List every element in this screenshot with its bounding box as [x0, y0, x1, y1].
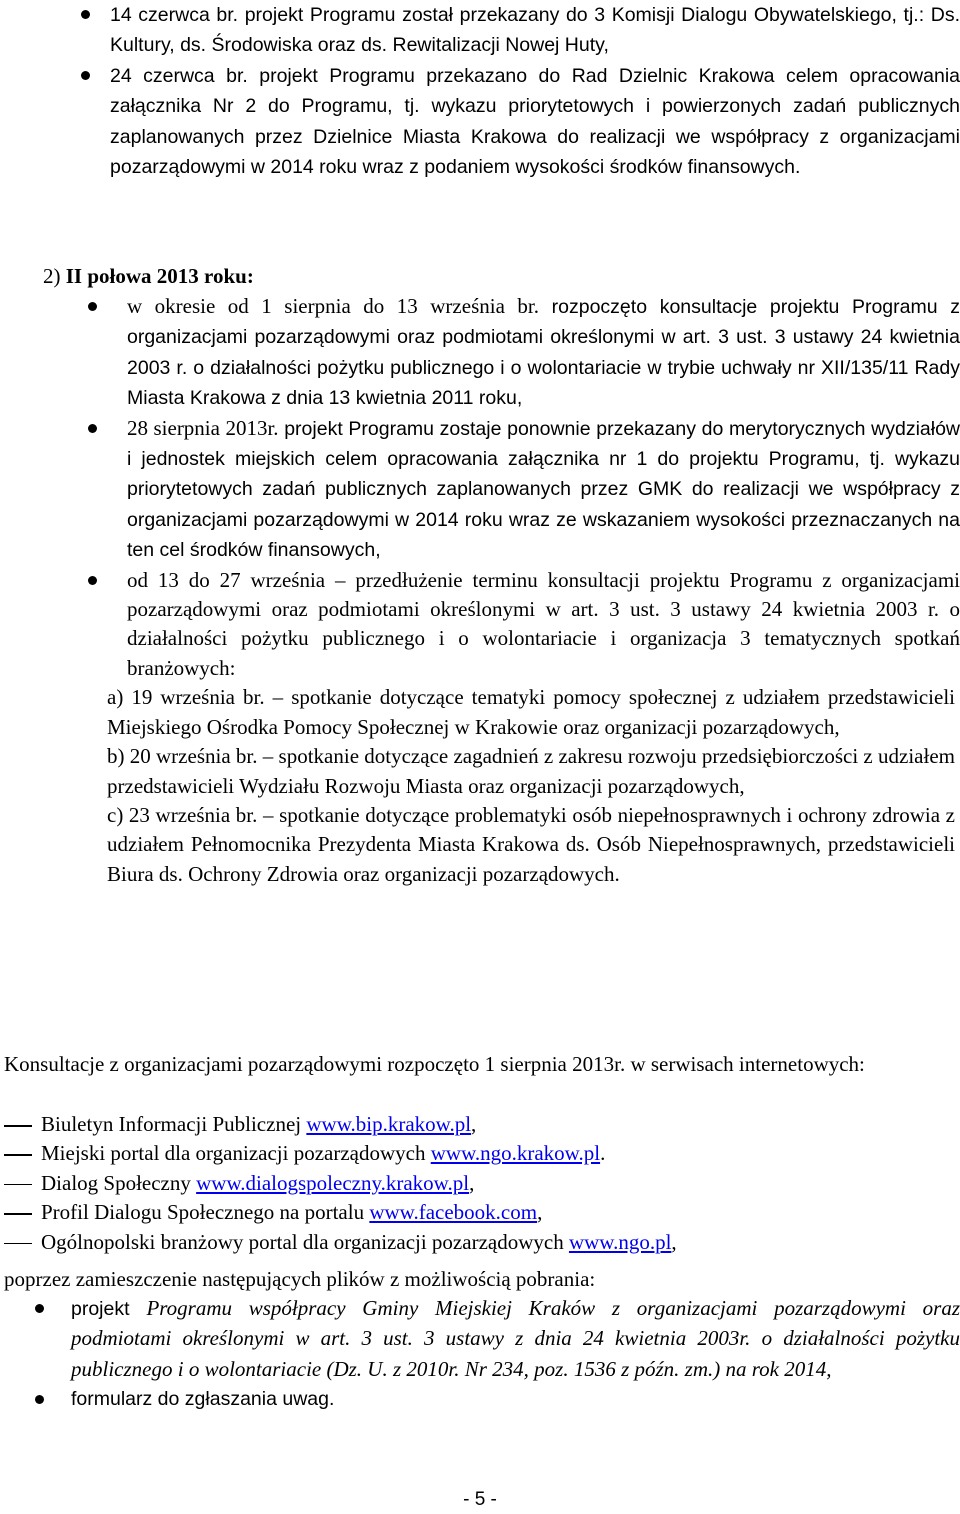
page-number: - 5 - — [463, 1489, 497, 1510]
item-text: projekt Programu został przekazany do 3 Komisji Dialogu Obywatelskiego, tj.: Ds. Kultury, ds. Środowiska oraz ds. Rewitalizacji Nowej Huty, — [110, 4, 960, 57]
meetings-list — [107, 683, 955, 889]
website-link[interactable]: www.bip.krakow.pl — [306, 1112, 472, 1136]
item-text: projekt Programu przekazano do Rad Dzielnic Krakowa celem opracowania załącznika Nr 2 do Programu, tj. wykazu priorytetowych i powierzonych zadań publicznych zaplanowanych przez Dzielnice Miasta Krakowa do realizacji we współpracy z organizacjami pozarządowymi w 2014 roku wraz z podaniem wysokości środków finansowych. — [110, 64, 960, 179]
website-item — [0, 1228, 960, 1257]
meeting-date: b) 20 września br. — [107, 744, 258, 769]
list-item — [0, 292, 960, 414]
punctuation: , — [537, 1200, 543, 1225]
website-item — [0, 1198, 960, 1227]
website-link[interactable]: www.dialogspoleczny.krakow.pl — [196, 1170, 470, 1195]
section-heading — [43, 262, 254, 291]
second-bullet-list — [0, 292, 960, 889]
website-link[interactable]: www.ngo.pl — [568, 1229, 672, 1254]
website-name: Profil Dialogu Społecznego na portalu — [41, 1200, 370, 1225]
files-intro: poprzez zamieszczenie następujących plików z możliwością pobrania: — [4, 1267, 596, 1291]
website-name: Ogólnopolski branżowy portal dla organizacji pozarządowych — [41, 1229, 569, 1254]
list-item — [0, 0, 960, 61]
meeting-text: – spotkanie dotyczące problematyki osób niepełnosprawnych i ochrony zdrowia z udziałem Pełnomocnika Prezydenta Miasta Krakowa ds. Osób Niepełnosprawnych, przedstawicieli Biura ds. Ochrony Zdrowia oraz organizacji pozarządowych. — [107, 802, 955, 886]
item-text: – przedłużenie terminu konsultacji projektu Programu z organizacjami pozarządowymi oraz podmiotami określonymi w art. 3 ust. 3 ustawy 24 kwietnia 2003 r. o działalności pożytku publicznego i o wolontariacie i organizacja 3 tematycznych spotkań branżowych: — [127, 567, 960, 680]
website-name: Dialog Społeczny — [41, 1170, 197, 1195]
website-link[interactable]: www.facebook.com — [369, 1200, 538, 1225]
website-name: Miejski portal dla organizacji pozarządowych — [41, 1141, 431, 1166]
punctuation: , — [471, 1112, 477, 1136]
website-item — [0, 1139, 960, 1168]
list-item — [0, 61, 960, 183]
top-bullet-list — [0, 0, 960, 182]
file-prefix: formularz do zgłaszania uwag. — [71, 1388, 335, 1411]
meeting-item — [107, 742, 955, 801]
meeting-item — [107, 683, 955, 742]
file-item — [0, 1385, 960, 1414]
item-date: od 13 do 27 września — [127, 567, 326, 592]
list-item — [0, 566, 960, 889]
website-link[interactable]: www.ngo.krakow.pl — [430, 1141, 601, 1166]
meeting-text: – spotkanie dotyczące tematyki pomocy społecznej z udziałem przedstawicieli Miejskiego Ośrodka Pomocy Społecznej w Krakowie oraz organizacji pozarządowych, — [107, 685, 955, 739]
punctuation: . — [600, 1141, 606, 1166]
meeting-date: c) 23 września br. — [107, 802, 258, 827]
website-item — [0, 1110, 960, 1139]
item-text: rozpoczęto konsultacje projektu Programu z organizacjami pozarządowymi oraz podmiotami określonymi w art. 3 ust. 3 ustawy 24 kwietnia 2003 r. o działalności pożytku publicznego i o wolontariacie w trybie uchwały nr XII/135/11 Rady Miasta Krakowa z dnia 13 kwietnia 2011 roku, — [127, 296, 960, 410]
section-title: II połowa 2013 roku: — [65, 264, 254, 288]
item-date: 14 czerwca br. — [110, 4, 239, 26]
file-item — [0, 1294, 960, 1385]
list-item — [0, 414, 960, 566]
meeting-text: – spotkanie dotyczące zagadnień z zakresu rozwoju przedsiębiorczości z udziałem przedstawicieli Wydziału Rozwoju Miasta oraz organizacji pozarządowych, — [107, 744, 955, 798]
website-name: Biuletyn Informacji Publicznej — [41, 1112, 307, 1136]
item-date: w okresie od 1 sierpnia do 13 września br. — [127, 294, 539, 318]
consultation-paragraph: Konsultacje z organizacjami pozarządowymi rozpoczęto 1 sierpnia 2013r. w serwisach internetowych: — [4, 1052, 865, 1076]
punctuation: , — [469, 1170, 475, 1195]
file-title: Programu współpracy Gminy Miejskiej Kraków z organizacjami pozarządowymi oraz podmiotami określonymi w art. 3 ust. 3 ustawy z dnia 24 kwietnia 2003r. o działalności pożytku publicznego i o wolontariacie (Dz. U. z 2010r. Nr 234, poz. 1536 z późn. zm.) na rok 2014, — [71, 1296, 960, 1381]
item-text: projekt Programu zostaje ponownie przekazany do merytorycznych wydziałów i jednostek miejskich celem opracowania załącznika nr 1 do projektu Programu, tj. wykazu priorytetowych zadań publicznych zaplanowanych przez GMK do realizacji we współpracy z organizacjami pozarządowymi w 2014 roku wraz ze wskazaniem wysokości przeznaczanych na ten cel środków finansowych, — [127, 417, 960, 562]
meeting-item — [107, 801, 955, 889]
website-list — [0, 1110, 960, 1257]
meeting-date: a) 19 września br. — [107, 685, 265, 710]
section-number: 2) — [43, 264, 61, 288]
files-list — [0, 1294, 960, 1415]
item-date: 28 sierpnia 2013r. — [127, 415, 279, 440]
item-date: 24 czerwca br. — [110, 64, 248, 87]
file-prefix: projekt — [71, 1298, 147, 1320]
website-item — [0, 1169, 960, 1198]
punctuation: , — [671, 1229, 677, 1254]
